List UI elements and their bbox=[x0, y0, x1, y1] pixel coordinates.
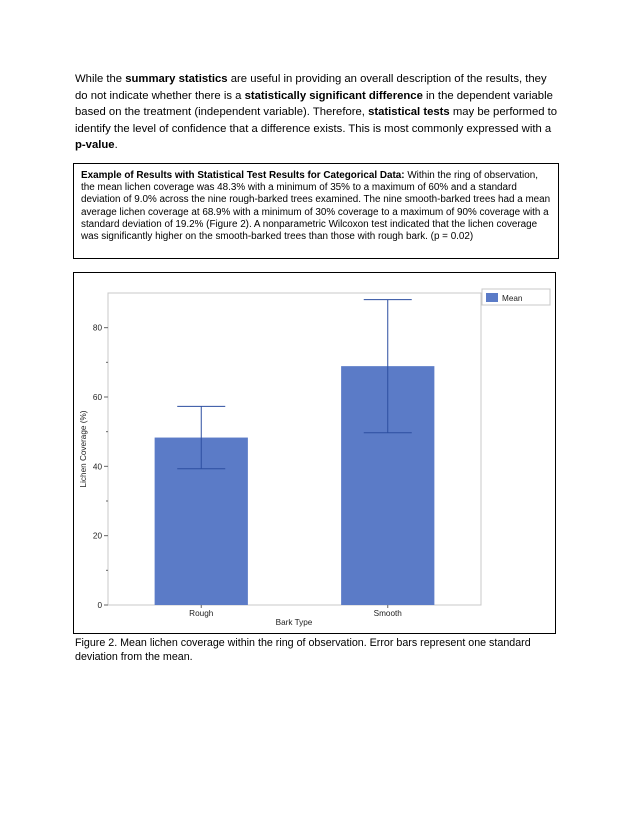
intro-bold-term: summary statistics bbox=[125, 73, 228, 85]
intro-text: are useful in providing an overall description of the results, they do not indicate whether there is a bbox=[75, 73, 547, 102]
figure-caption: Figure 2. Mean lichen coverage within the ring of observation. Error bars represent one standard deviation from the mean. bbox=[75, 637, 531, 663]
intro-bold-term: statistically significant difference bbox=[244, 89, 423, 102]
intro-bold-term: statistical tests bbox=[368, 106, 450, 119]
intro-text: in the dependent variable based on the treatment (independent variable). Therefore, bbox=[75, 89, 553, 119]
intro-text: may be performed to identify the level of confidence that a difference exists. This is most commonly expressed with a bbox=[75, 106, 558, 135]
example-results-box bbox=[73, 163, 559, 259]
legend-label: Mean bbox=[502, 294, 523, 303]
x-axis-title: Bark Type bbox=[275, 618, 313, 627]
intro-paragraph bbox=[75, 71, 560, 154]
y-tick-label: 40 bbox=[92, 462, 102, 472]
example-body: Within the ring of observation, the mean lichen coverage was 48.3% with a minimum of 35% to a maximum of 60% and a standard deviation of 9.0% across the nine rough-barked trees examined. The nine smooth-barked trees had a mean average lichen coverage at 68.9% with a minimum of 30% coverage to a maximum of 90% coverage with a standard deviation of 19.2% (Figure 2). A nonparametric Wilcoxon test indicated that the lichen coverage was significantly higher on the smooth-barked trees than those with rough bark. (p = 0.02) bbox=[81, 170, 551, 243]
y-tick-label: 60 bbox=[92, 393, 102, 402]
bar-chart bbox=[74, 273, 555, 633]
y-tick-label: 0 bbox=[97, 601, 102, 610]
figure-frame bbox=[73, 272, 556, 634]
y-axis-title: Lichen Coverage (%) bbox=[79, 410, 88, 488]
x-tick-label: Rough bbox=[189, 609, 214, 618]
legend-swatch bbox=[486, 293, 498, 302]
intro-bold-term: p-value bbox=[75, 139, 115, 152]
legend bbox=[482, 289, 550, 305]
y-tick-label: 20 bbox=[92, 531, 102, 541]
y-tick-label: 80 bbox=[92, 323, 102, 333]
x-tick-label: Smooth bbox=[373, 609, 402, 618]
intro-text: While the bbox=[75, 73, 126, 85]
example-heading: Example of Results with Statistical Test Results for Categorical Data: bbox=[81, 170, 405, 181]
intro-text: . bbox=[114, 139, 118, 152]
